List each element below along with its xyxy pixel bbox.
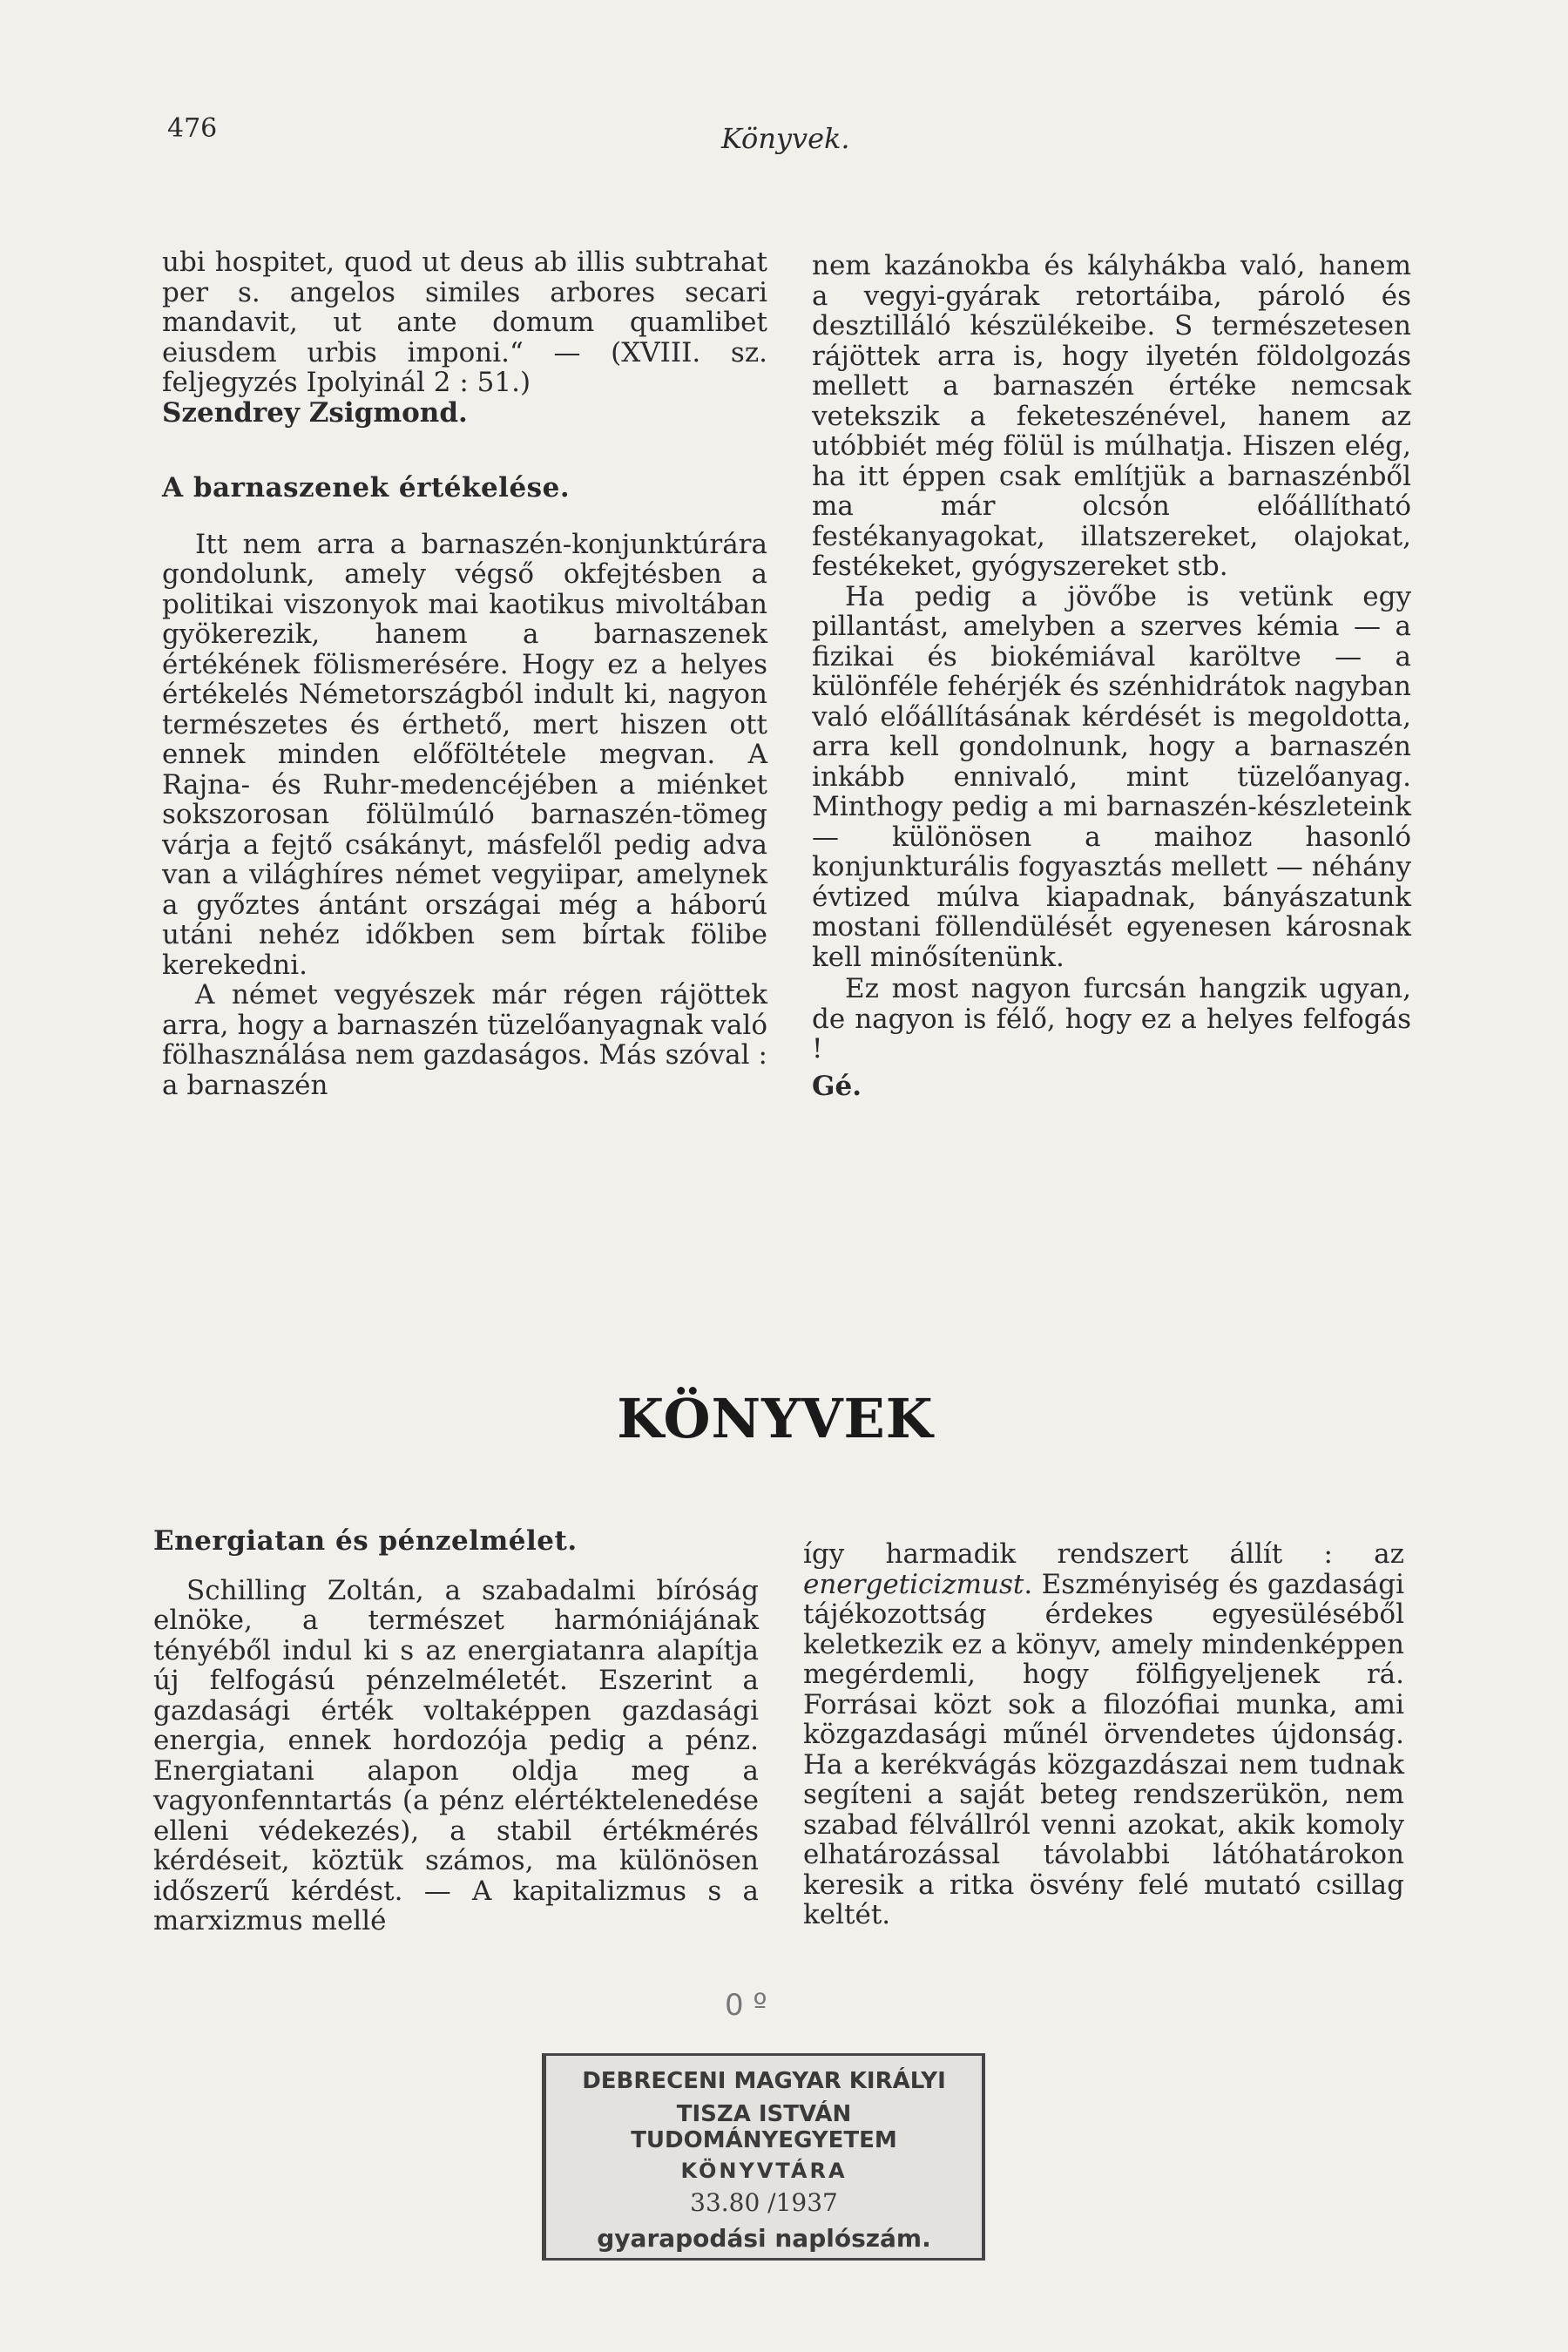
article1-continuation: ubi hospitet, quod ut deus ab illis subtrahat per s. angelos similes arbores secari mandavit, ut ante domum quamlibet eiusdem urbis imponi.“ — (XVIII. sz. feljegyzés Ipolyinál 2 : 51.) — [162, 247, 767, 398]
article2-signature: Gé. — [812, 1070, 862, 1102]
stamp-line-3: KÖNYVTÁRA — [680, 2159, 848, 2183]
stamp-line-4: 33.80 /1937 — [690, 2188, 838, 2217]
article1-signature: Szendrey Zsigmond. — [162, 396, 468, 429]
right-column-upper — [812, 251, 1411, 1101]
pencil-note: 0 º — [725, 1988, 767, 2023]
section-title: KÖNYVEK — [617, 1387, 934, 1450]
article2-right-paragraph: Ha pedig a jövőbe is vetünk egy pillantást, amelyben a szerves kémia — a fizikai és biokémiával karöltve — a különféle fehérjék és szénhidrátok nagyban való előállításának kérdését is megoldotta, arra kell gondolnunk, hogy a barnaszén inkább ennivaló, mint tüzelőanyag. Minthogy pedig a mi barnaszén-készleteink — különösen a maihoz hasonló konjunkturális fogyasztás mellett — néhány évtized múlva kiapadnak, bányászatunk mostani föllendülését egyenesen károsnak kell minősítenünk. — [812, 580, 1411, 973]
stamp-line-5: gyarapodási naplószám. — [597, 2224, 931, 2253]
article2-right-paragraph: Ez most nagyon furcsán hangzik ugyan, de nagyon is félő, hogy ez a helyes felfogás ! — [812, 973, 1411, 1064]
stamp-line-2: TISZA ISTVÁN TUDOMÁNYEGYETEM — [631, 2101, 897, 2153]
article3-left-paragraph: Schilling Zoltán, a szabadalmi bíróság elnöke, a természet harmóniájának tényéből indul ki s az energiatanra alapítja új felfogású pénzelméletét. Eszerint a gazdasági érték voltaképpen gazdasági energia, ennek hordozója pedig a pénz. Energiatani alapon oldja meg a vagyonfenntartás (a pénz elértéktelenedése elleni védekezés), a stabil értékmérés kérdéseit, köztük számos, ma különösen időszerű kérdést. — A kapitalizmus s a marxizmus mellé — [153, 1574, 759, 1936]
article2-left-paragraph: A német vegyészek már régen rájöttek arra, hogy a barnaszén tüzelőanyagnak való fölhasználása nem gazdaságos. Más szóval : a barnaszén — [162, 979, 767, 1101]
article3-right-prefix: így harmadik rendszert állít : az — [803, 1538, 1404, 1570]
article2-title: A barnaszenek értékelése. — [162, 472, 571, 504]
page-number: 476 — [167, 113, 218, 144]
running-title: Könyvek. — [721, 122, 850, 155]
right-column-lower — [803, 1539, 1404, 1930]
article3-right-rest: . Eszményiség és gazdasági tájékozottság érdekes egyesüléséből keletkezik ez a könyv, amely mindenképpen megérdemli, hogy fölfigyeljenek rá. Forrásai közt sok a filozófiai munka, ami közgazdasági műnél örvendetes újdonság. Ha a kerékvágás közgazdászai nem tudnak segíteni a saját beteg rendszerükön, nem szabad félvállról venni azokat, akik komoly elhatározással távolabbi látóhatárokon keresik a ritka ösvény felé mutató csillag keltét. — [803, 1568, 1404, 1930]
article3-emphasis: energeticizmust — [803, 1568, 1024, 1600]
article2-right-paragraph: nem kazánokba és kályhákba való, hanem a vegyi-gyárak retortáiba, pároló és desztilláló készülékeibe. S természetesen rájöttek arra is, hogy ilyetén földolgozás mellett a barnaszén értéke nemcsak vetekszik a feketeszénével, hanem az utóbbiét még fölül is múlhatja. Hiszen elég, ha itt éppen csak említjük a barnaszénből ma már olcsón előállítható festékanyagokat, illatszereket, olajokat, festékeket, gyógyszereket stb. — [812, 250, 1411, 582]
left-column-upper — [162, 247, 767, 1100]
article2-left-paragraph: Itt nem arra a barnaszén-konjunktúrára gondolunk, amely végső okfejtésben a politikai viszonyok mai kaotikus mivoltában gyökerezik, hanem a barnaszenek értékének fölismerésére. Hogy ez a helyes értékelés Németországból indult ki, nagyon természetes és érthető, mert hiszen ott ennek minden előföltétele megvan. A Rajna- és Ruhr-medencéjében a miénket sokszorosan fölülmúló barnaszén-tömeg várja a fejtő csákányt, másfelől pedig adva van a világhíres német vegyiipar, amelynek a győztes ántánt országai még a háború utáni nehéz időkben sem bírtak fölibe kerekedni. — [162, 528, 767, 981]
article3-right-paragraph — [803, 1539, 1404, 1930]
library-stamp — [542, 2053, 985, 2261]
left-column-lower — [153, 1526, 759, 1936]
stamp-line-1: DEBRECENI MAGYAR KIRÁLYI — [582, 2068, 946, 2094]
article3-title: Energiatan és pénzelmélet. — [153, 1525, 578, 1557]
